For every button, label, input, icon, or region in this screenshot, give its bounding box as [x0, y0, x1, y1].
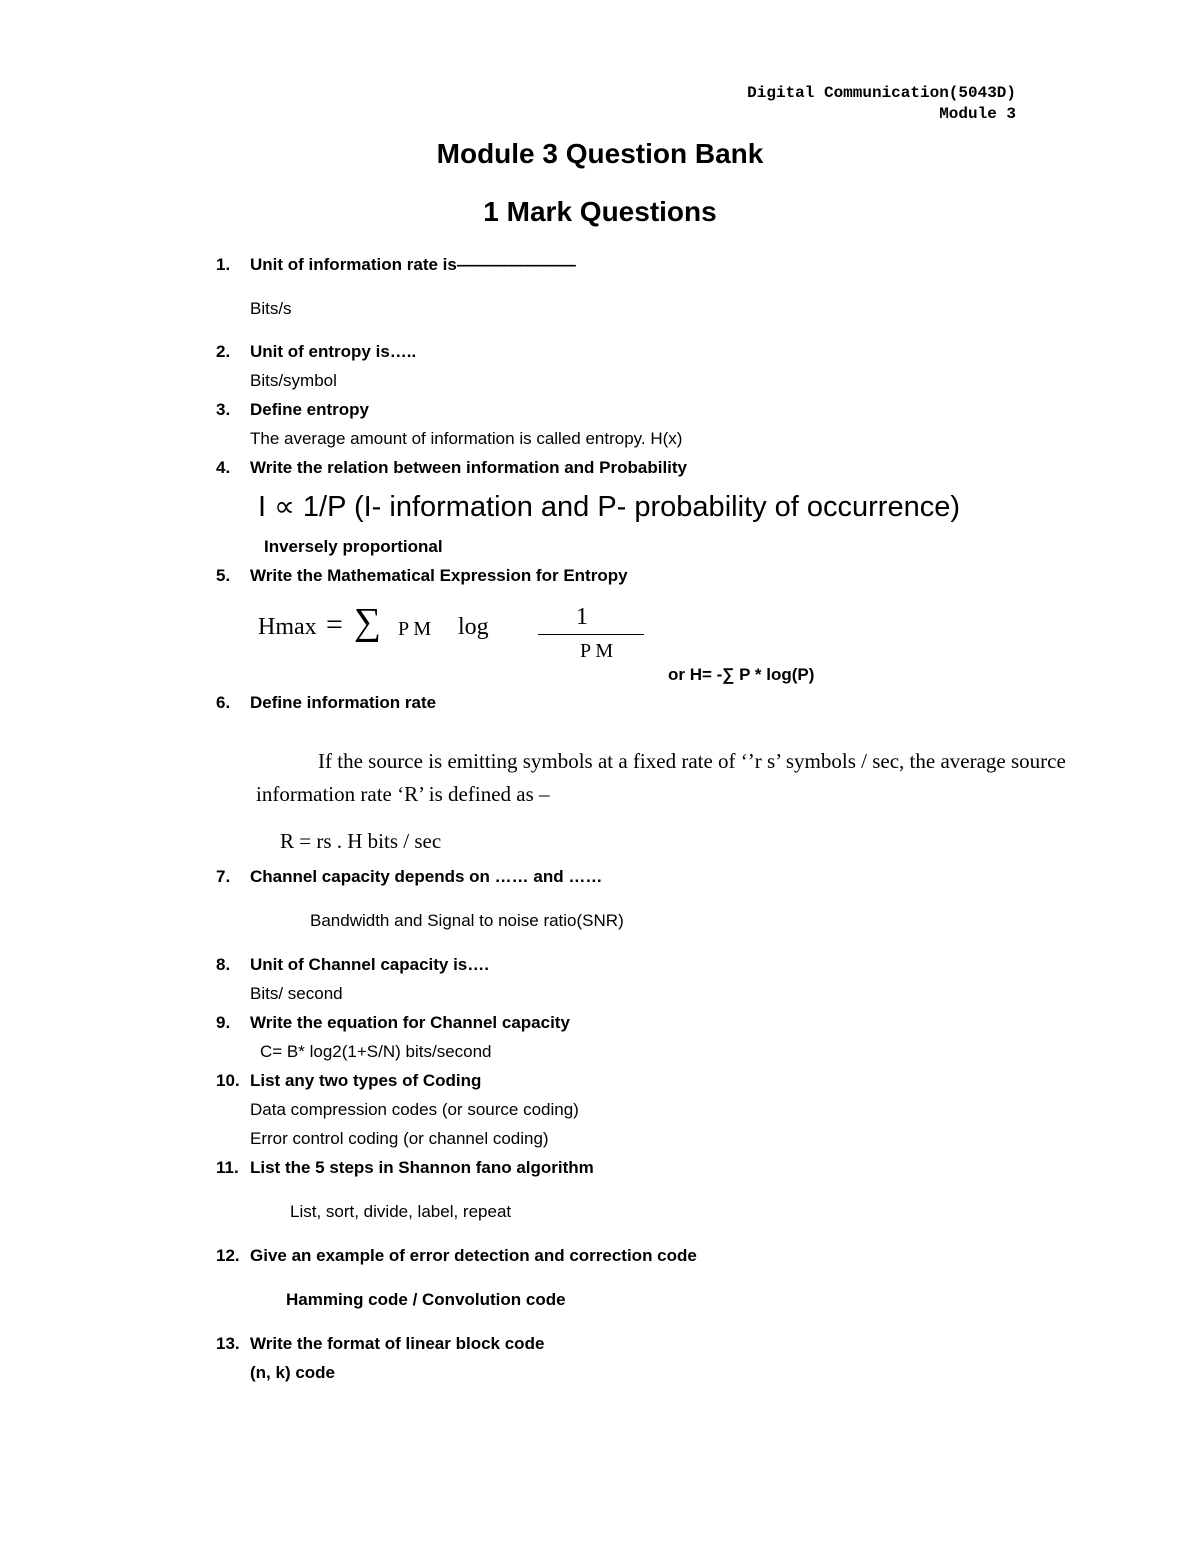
question-3	[216, 400, 369, 420]
entropy-alt-formula: or H= -∑ P * log(P)	[668, 665, 815, 684]
question-number: 3.	[216, 400, 231, 419]
answer-2: Bits/symbol	[250, 371, 337, 390]
answer-13: (n, k) code	[250, 1363, 336, 1382]
question-text: Write the Mathematical Expression for Entropy	[250, 566, 628, 585]
question-number: 7.	[216, 867, 231, 886]
question-number: 6.	[216, 693, 231, 712]
question-number: 4.	[216, 458, 231, 477]
answer-8: Bits/ second	[250, 984, 343, 1003]
course-header: Digital Communication(5043D)	[747, 84, 1016, 102]
module-header: Module 3	[939, 105, 1016, 123]
pm-term: P M	[398, 618, 432, 640]
answer-10b: Error control coding (or channel coding)	[250, 1129, 549, 1148]
question-number: 11.	[216, 1158, 239, 1177]
question-7	[216, 867, 602, 887]
question-number: 1.	[216, 255, 231, 274]
question-text: Write the equation for Channel capacity	[250, 1013, 570, 1032]
question-number: 2.	[216, 342, 231, 361]
question-8	[216, 955, 489, 975]
page-title: Module 3 Question Bank	[436, 138, 764, 169]
question-number: 9.	[216, 1013, 231, 1032]
question-10	[216, 1071, 481, 1091]
question-text: Write the relation between information and Probability	[250, 458, 688, 477]
question-number: 13.	[216, 1334, 240, 1353]
section-title: 1 Mark Questions	[483, 196, 717, 227]
answer-7: Bandwidth and Signal to noise ratio(SNR)	[310, 911, 624, 930]
question-text: Define entropy	[250, 400, 370, 419]
question-text: Give an example of error detection and correction code	[250, 1246, 697, 1265]
question-text: Channel capacity depends on …… and ……	[250, 867, 603, 886]
question-text: List any two types of Coding	[250, 1071, 482, 1090]
question-6	[216, 693, 436, 713]
relation-formula: I ∝ 1/P (I- information and P- probability of occurrence)	[258, 491, 960, 523]
fraction-numerator: 1	[576, 604, 588, 630]
question-4	[216, 458, 687, 478]
entropy-formula	[258, 600, 658, 672]
equals-sign: =	[326, 608, 343, 641]
question-number: 8.	[216, 955, 231, 974]
sigma-symbol: ∑	[354, 601, 382, 643]
log-term: log	[458, 614, 489, 640]
answer-11: List, sort, divide, label, repeat	[290, 1202, 512, 1221]
answer-1: Bits/s	[250, 299, 292, 318]
question-2	[216, 342, 416, 362]
question-text: List the 5 steps in Shannon fano algorithm	[250, 1158, 594, 1177]
hmax-label: Hmax	[258, 614, 317, 640]
question-1	[216, 255, 576, 275]
question-text: Define information rate	[250, 693, 437, 712]
question-13	[216, 1334, 544, 1354]
question-number: 12.	[216, 1246, 240, 1265]
relation-note: Inversely proportional	[264, 537, 443, 556]
info-rate-line-1: If the source is emitting symbols at a fixed rate of ‘’r s’ symbols / sec, the average source	[318, 749, 1066, 773]
question-number: 10.	[216, 1071, 240, 1090]
question-12	[216, 1246, 697, 1266]
info-rate-line-2: information rate ‘R’ is defined as –	[256, 782, 550, 806]
info-rate-formula: R = rs . H bits / sec	[280, 829, 442, 853]
question-11	[216, 1158, 594, 1178]
question-text: Unit of entropy is…..	[250, 342, 417, 361]
answer-3: The average amount of information is called entropy. H(x)	[250, 429, 683, 448]
question-text: Unit of Channel capacity is….	[250, 955, 489, 974]
question-9	[216, 1013, 570, 1033]
question-5	[216, 566, 628, 586]
question-text: Unit of information rate is———————	[250, 255, 576, 274]
question-text: Write the format of linear block code	[250, 1334, 545, 1353]
answer-10a: Data compression codes (or source coding)	[250, 1100, 579, 1119]
fraction-denominator: P M	[580, 640, 614, 662]
question-number: 5.	[216, 566, 231, 585]
fraction-bar	[538, 634, 644, 635]
answer-9: C= B* log2(1+S/N) bits/second	[260, 1042, 492, 1061]
answer-12: Hamming code / Convolution code	[286, 1290, 566, 1309]
